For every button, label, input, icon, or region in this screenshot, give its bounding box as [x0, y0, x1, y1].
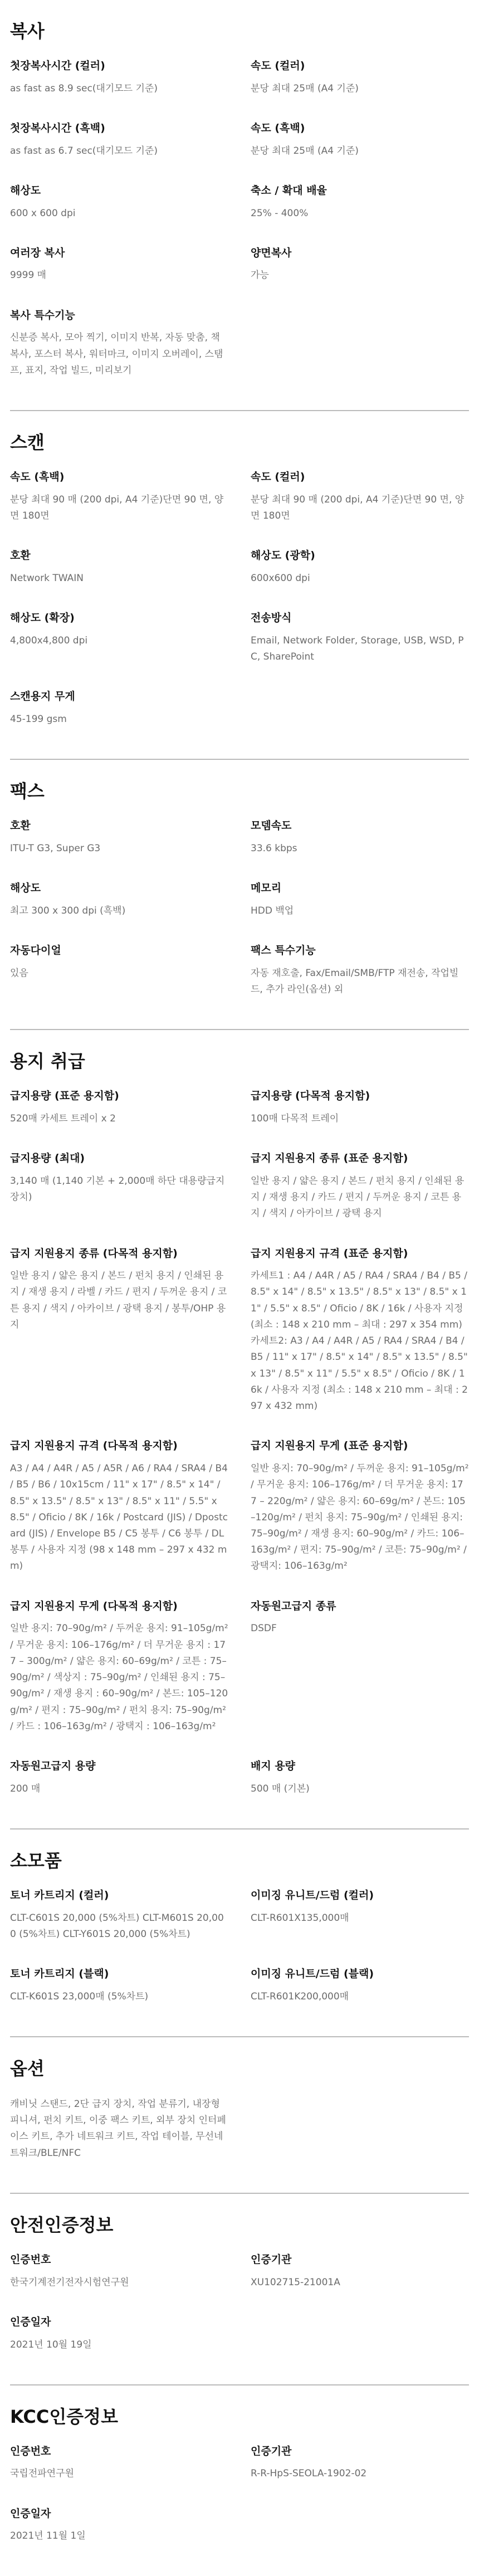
spec-label: 급지 지원용지 무게 (표준 용지함)	[251, 1440, 408, 1452]
spec-label: 전송방식	[251, 612, 292, 625]
spec-value: 분당 최대 25매 (A4 기준)	[251, 82, 359, 94]
spec-value: 4,800x4,800 dpi	[10, 635, 88, 646]
spec-label: 인증기관	[251, 2253, 292, 2266]
spec-label: 급지 지원용지 규격 (다목적 용지함)	[10, 1440, 178, 1452]
spec-value: 100매 다목적 트레이	[251, 1113, 339, 1124]
spec-label: 급지용량 (다목적 용지함)	[251, 1090, 370, 1102]
spec-value: 3,140 매 (1,140 기본 + 2,000매 하단 대용량급지장치)	[10, 1175, 225, 1203]
spec-item	[251, 944, 469, 998]
spec-value: Email, Network Folder, Storage, USB, WSD, PC, SharePoint	[251, 635, 464, 663]
spec-label: 급지 지원용지 무게 (다목적 용지함)	[10, 1599, 178, 1612]
spec-label: 자동원고급지 용량	[10, 1760, 96, 1772]
spec-item	[10, 1599, 228, 1735]
section-safety-certification	[10, 2193, 469, 2384]
spec-label: 모뎀속도	[251, 819, 292, 832]
spec-item	[10, 1439, 228, 1574]
spec-value: 신분증 복사, 모아 찍기, 이미지 반복, 자동 맞춤, 책 복사, 포스터 복사, 워터마크, 이미지 오버레이, 스탬프, 표지, 작업 빌드, 미리보기	[10, 332, 223, 376]
spec-label: 팩스 특수기능	[251, 944, 316, 957]
spec-value: 45-199 gsm	[10, 714, 67, 725]
spec-value: 9999 매	[10, 270, 47, 281]
spec-value: XU102715-21001A	[251, 2276, 340, 2288]
spec-value: 최고 300 x 300 dpi (흑백)	[10, 905, 126, 916]
spec-item	[251, 1759, 469, 1797]
spec-label: 해상도	[10, 882, 41, 895]
spec-value: as fast as 8.9 sec(대기모드 기준)	[10, 82, 158, 94]
spec-item	[10, 819, 228, 857]
spec-value: 분당 최대 25매 (A4 기준)	[251, 145, 359, 157]
spec-item	[251, 1152, 469, 1222]
section-title: 옵션	[10, 2058, 45, 2079]
spec-label: 인증기관	[251, 2445, 292, 2457]
spec-value: 일반 용지 / 얇은 용지 / 본드 / 펀치 용지 / 인쇄된 용지 / 재생 용지 / 카드 / 편지 / 두꺼운 용지 / 코튼 용지 / 색지 / 아카이브 / 광택 용지	[251, 1175, 465, 1219]
spec-item	[251, 1889, 469, 1943]
spec-label: 자동다이얼	[10, 944, 61, 957]
section-title: 팩스	[10, 780, 45, 802]
spec-label: 급지 지원용지 종류 (다목적 용지함)	[10, 1247, 178, 1260]
spec-label: 속도 (컬러)	[251, 471, 305, 484]
spec-item	[10, 881, 228, 919]
spec-label: 토너 카트리지 (블랙)	[10, 1968, 109, 1980]
spec-value: R-R-HpS-SEOLA-1902-02	[251, 2468, 367, 2480]
spec-label: 배지 용량	[251, 1760, 296, 1772]
section-title: 복사	[10, 21, 45, 42]
spec-label: 인증일자	[10, 2315, 51, 2328]
spec-item	[10, 1089, 228, 1127]
section-title: 소모품	[10, 1850, 62, 1871]
spec-value: A3 / A4 / A4R / A5 / A5R / A6 / RA4 / SRA4 / B4 / B5 / B6 / 10x15cm / 11" x 17" / 8.5" x 14" / 8.5" x 13.5" / 8.5" x 13" / 8.5" x 11" / 5.5" x 8.5" / Oficio / 8K / 16k / Postcard (JIS) / Dpostcard (JIS) / Envelope B5 / C5 봉투 / C6 봉투 / DL 봉투 / 사용자 지정 (98 x 148 mm – 297 x 432 mm)	[10, 1463, 228, 1572]
spec-grid	[10, 2253, 469, 2384]
spec-label: 양면복사	[251, 246, 292, 259]
spec-item	[251, 470, 469, 524]
section-copy	[10, 0, 469, 410]
spec-grid	[10, 2445, 469, 2576]
section-fax	[10, 759, 469, 1029]
spec-grid	[10, 59, 469, 410]
spec-item	[251, 1967, 469, 2005]
spec-item	[10, 1967, 228, 2005]
spec-label: 첫장복사시간 (흑백)	[10, 121, 105, 134]
spec-label: 호환	[10, 819, 31, 832]
spec-label: 급지 지원용지 규격 (표준 용지함)	[251, 1247, 408, 1260]
spec-item	[251, 1247, 469, 1415]
spec-label: 첫장복사시간 (컬러)	[10, 60, 105, 72]
spec-item	[251, 819, 469, 857]
spec-label: 메모리	[251, 882, 282, 895]
spec-label: 속도 (컬러)	[251, 60, 305, 72]
spec-label: 이미징 유니트/드럼 (블랙)	[251, 1968, 374, 1980]
spec-grid	[10, 470, 469, 759]
spec-item	[10, 2315, 228, 2353]
section-title: 용지 취급	[10, 1051, 85, 1072]
spec-item	[10, 2096, 228, 2162]
spec-item	[251, 184, 469, 222]
spec-value: 한국기계전기전자시험연구원	[10, 2276, 129, 2288]
spec-label: 속도 (흑백)	[251, 121, 305, 134]
spec-item	[251, 2445, 469, 2482]
section-paper-handling	[10, 1029, 469, 1828]
spec-grid	[10, 2096, 469, 2193]
spec-value: 캐비닛 스탠드, 2단 급지 장치, 작업 분류기, 내장형 피니셔, 펀치 키트, 이중 팩스 키트, 외부 장치 인터페이스 키트, 추가 네트워크 키트, 작업 테이블, 무선네트워크/BLE/NFC	[10, 2099, 226, 2159]
spec-label: 여러장 복사	[10, 246, 65, 259]
spec-value: 2021년 10월 19일	[10, 2339, 92, 2350]
spec-item	[10, 2253, 228, 2291]
spec-item	[10, 2445, 228, 2482]
spec-label: 호환	[10, 549, 31, 562]
spec-item	[251, 549, 469, 587]
spec-label: 인증번호	[10, 2445, 51, 2457]
spec-label: 속도 (흑백)	[10, 471, 65, 484]
spec-value: DSDF	[251, 1623, 277, 1635]
spec-label: 이미징 유니트/드럼 (컬러)	[251, 1889, 374, 1901]
spec-value: 일반 용지: 70–90g/m² / 두꺼운 용지: 91–105g/m² / 무거운 용지: 106–176g/m² / 더 무거운 용지: 177 – 220g/m² / 얇은 용지: 60–69g/m² / 본드: 105–120g/m² / 펀치 용지: 75–90g/m² / 인쇄된 용지: 75–90g/m² / 재생 용지: 60–90g/m² / 카드: 106–163g/m² / 편지: 75–90g/m² / 코튼: 75–90g/m² / 광택지: 106–163g/m²	[251, 1463, 469, 1572]
section-options	[10, 2036, 469, 2193]
spec-label: 인증일자	[10, 2507, 51, 2520]
spec-value: 국립전파연구원	[10, 2468, 74, 2480]
spec-value: Network TWAIN	[10, 572, 84, 584]
spec-item	[251, 246, 469, 284]
spec-value: HDD 백업	[251, 905, 294, 916]
spec-item	[10, 1152, 228, 1222]
section-title: 안전인증정보	[10, 2214, 114, 2236]
spec-label: 인증번호	[10, 2253, 51, 2266]
spec-value: 일반 용지 / 얇은 용지 / 본드 / 펀치 용지 / 인쇄된 용지 / 재생 용지 / 라벨 / 카드 / 편지 / 두꺼운 용지 / 코튼 용지 / 색지 / 아카이브 / 광택 용지 / 봉투/OHP 용지	[10, 1270, 227, 1330]
spec-item	[251, 1599, 469, 1735]
spec-label: 급지용량 (최대)	[10, 1152, 85, 1165]
spec-value: 있음	[10, 967, 28, 979]
spec-item	[10, 1889, 228, 1943]
spec-item	[10, 184, 228, 222]
spec-value: 가능	[251, 270, 269, 281]
spec-item	[251, 2253, 469, 2291]
spec-item	[251, 1089, 469, 1127]
spec-item	[10, 690, 228, 728]
spec-value: 200 매	[10, 1783, 41, 1794]
spec-item	[10, 2507, 228, 2545]
spec-item	[251, 121, 469, 159]
spec-value: 600x600 dpi	[251, 572, 310, 584]
spec-value: 500 매 (기본)	[251, 1783, 310, 1794]
spec-value: 2021년 11월 1일	[10, 2530, 86, 2542]
spec-item	[10, 1759, 228, 1797]
spec-label: 축소 / 확대 배율	[251, 184, 327, 197]
section-title: KCC인증정보	[10, 2406, 118, 2427]
spec-value: CLT-C601S 20,000 (5%차트) CLT-M601S 20,000 (5%차트) CLT-Y601S 20,000 (5%차트)	[10, 1912, 224, 1940]
spec-item	[10, 59, 228, 97]
spec-item	[10, 1247, 228, 1415]
spec-item	[10, 470, 228, 524]
spec-label: 자동원고급지 종류	[251, 1599, 336, 1612]
spec-label: 급지 지원용지 종류 (표준 용지함)	[251, 1152, 408, 1165]
spec-value: as fast as 6.7 sec(대기모드 기준)	[10, 145, 158, 157]
spec-item	[10, 611, 228, 665]
spec-label: 스캔용지 무게	[10, 690, 75, 703]
spec-label: 급지용량 (표준 용지함)	[10, 1090, 119, 1102]
spec-item	[251, 881, 469, 919]
spec-grid	[10, 1889, 469, 2036]
spec-item	[251, 611, 469, 665]
spec-item	[10, 246, 228, 284]
section-scan	[10, 410, 469, 759]
spec-value: 분당 최대 90 매 (200 dpi, A4 기준)단면 90 면, 양면 180면	[10, 494, 224, 521]
spec-value: 25% - 400%	[251, 207, 309, 219]
spec-item	[251, 59, 469, 97]
section-consumables	[10, 1828, 469, 2036]
spec-value: 카세트1 : A4 / A4R / A5 / RA4 / SRA4 / B4 / B5 / 8.5" x 14" / 8.5" x 13.5" / 8.5" x 13" / 8.5" x 11" / 5.5" x 8.5" / Oficio / 8K / 16k / 사용자 지정 (최소 : 148 x 210 mm – 최대 : 297 x 354 mm) 카세트2: A3 / A4 / A4R / A5 / RA4 / SRA4 / B4 / B5 / 11" x 17" / 8.5" x 14" / 8.5" x 13.5" / 8.5" x 13" / 8.5" x 11" / 5.5" x 8.5" / Oficio / 8K / 16k / 사용자 지정 (최소 : 148 x 210 mm – 최대 : 297 x 432 mm)	[251, 1270, 468, 1412]
spec-label: 해상도	[10, 184, 41, 197]
spec-value: 520매 카세트 트레이 x 2	[10, 1113, 116, 1124]
spec-value: CLT-R601K200,000매	[251, 1990, 349, 2002]
spec-value: 일반 용지: 70–90g/m² / 두꺼운 용지: 91–105g/m² / 무거운 용지: 106–176g/m² / 더 무거운 용지 : 177 – 300g/m² / 얇은 용지: 60–69g/m² / 코튼 : 75–90g/m² / 색상지 : 75–90g/m² / 인쇄된 용지 : 75–90g/m² / 재생 용지 : 60–90g/m² / 본드: 105–120g/m² / 편지 : 75–90g/m² / 펀치 용지: 75–90g/m² / 카드 : 106–163g/m² / 광택지 : 106–163g/m²	[10, 1623, 228, 1732]
spec-grid	[10, 819, 469, 1029]
spec-value: 분당 최대 90 매 (200 dpi, A4 기준)단면 90 면, 양면 180면	[251, 494, 465, 521]
spec-value: ITU-T G3, Super G3	[10, 842, 101, 854]
spec-value: CLT-K601S 23,000매 (5%차트)	[10, 1990, 149, 2002]
spec-label: 해상도 (확장)	[10, 612, 75, 625]
spec-value: 자동 재호출, Fax/Email/SMB/FTP 재전송, 작업빌드, 추가 라인(옵션) 외	[251, 967, 459, 995]
spec-label: 해상도 (광학)	[251, 549, 315, 562]
section-title: 스캔	[10, 432, 45, 453]
section-kcc-certification	[10, 2384, 469, 2576]
spec-item	[10, 309, 228, 379]
spec-item	[10, 944, 228, 998]
spec-item	[251, 1439, 469, 1574]
spec-value: 600 x 600 dpi	[10, 207, 76, 219]
spec-label: 토너 카트리지 (컬러)	[10, 1889, 109, 1901]
spec-value: CLT-R601X135,000매	[251, 1912, 349, 1924]
spec-label: 복사 특수기능	[10, 309, 75, 321]
spec-value: 33.6 kbps	[251, 842, 297, 854]
spec-grid	[10, 1089, 469, 1828]
spec-item	[10, 549, 228, 587]
spec-item	[10, 121, 228, 159]
